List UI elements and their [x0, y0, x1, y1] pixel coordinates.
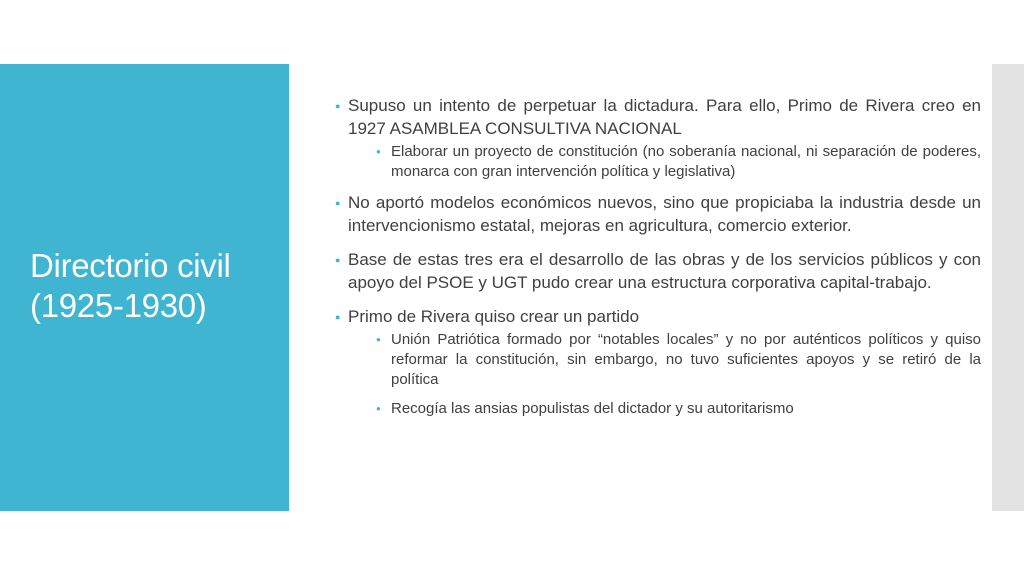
bullet-icon: ●	[335, 101, 341, 111]
bullet-icon: ●	[335, 255, 341, 265]
bullet-text: No aportó modelos económicos nuevos, sino que propiciaba la industria desde un intervencionismo estatal, mejoras en agricultura, comercio exterior.	[348, 193, 981, 235]
sub-bullet-item	[374, 399, 981, 419]
bullet-icon: ●	[376, 147, 381, 156]
bullet-icon: ●	[376, 335, 381, 344]
slide-content	[331, 94, 981, 428]
sub-bullet-text: Recogía las ansias populistas del dictador y su autoritarismo	[391, 400, 794, 417]
sub-bullet-item	[374, 330, 981, 390]
sub-bullet-text: Elaborar un proyecto de constitución (no soberanía nacional, ni separación de poderes, monarca con gran intervención política y legislativa)	[391, 143, 981, 180]
bullet-text: Primo de Rivera quiso crear un partido	[348, 307, 640, 326]
bullet-icon: ●	[335, 312, 341, 322]
sub-bullet-text: Unión Patriótica formado por “notables locales” y no por auténticos políticos y quiso reformar la constitución, sin embargo, no tuvo suficientes apoyos y se retiró de la política	[391, 331, 981, 388]
bullet-icon: ●	[376, 404, 381, 413]
bullet-text: Supuso un intento de perpetuar la dictadura. Para ello, Primo de Rivera creo en 1927 ASAMBLEA CONSULTIVA NACIONAL	[348, 96, 981, 138]
slide-title: Directorio civil (1925-1930)	[30, 247, 231, 324]
bullet-icon: ●	[335, 198, 341, 208]
bullet-item	[331, 191, 981, 237]
bullet-item	[331, 94, 981, 140]
bullet-text: Base de estas tres era el desarrollo de las obras y de los servicios públicos y con apoyo del PSOE y UGT pudo crear una estructura corporativa capital-trabajo.	[348, 250, 981, 292]
right-decorative-strip	[992, 64, 1024, 511]
bullet-item	[331, 305, 981, 328]
bullet-item	[331, 248, 981, 294]
sub-bullet-item	[374, 142, 981, 182]
